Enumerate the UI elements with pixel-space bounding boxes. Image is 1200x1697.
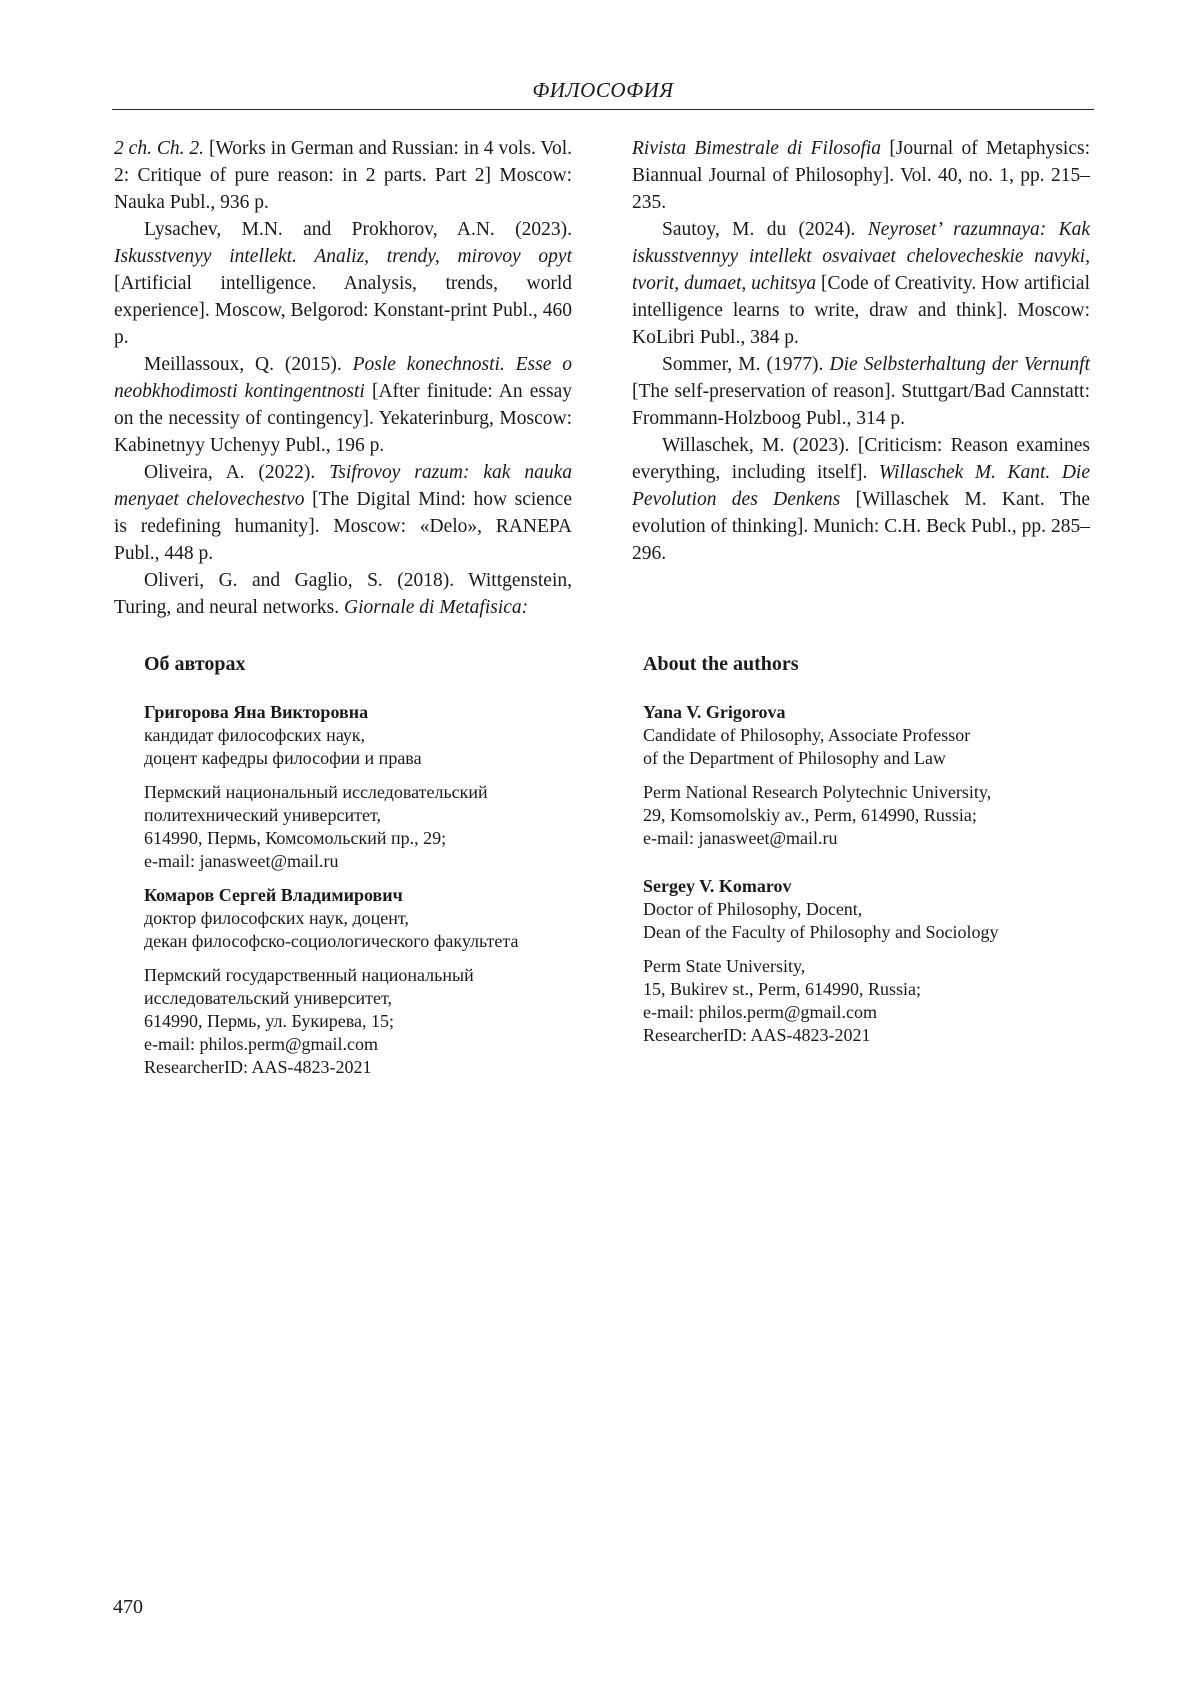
- author-en-komarov-personal: [643, 875, 1103, 944]
- reference-text: Willaschek, M. (2023). [Criticism: Reason examines everything, including itself].: [632, 435, 1090, 483]
- author-position: декан философско-социологического факультета: [144, 931, 519, 951]
- reference-entry: [114, 216, 572, 351]
- reference-title: Posle konechnosti. Esse o neobkhodimosti kontingentnosti: [114, 354, 572, 402]
- reference-entry: [114, 567, 572, 621]
- reference-text: Oliveira, A. (2022).: [144, 462, 330, 483]
- author-ru-komarov-personal: [144, 884, 604, 953]
- author-ru-grigorova-personal: [144, 701, 604, 770]
- author-ru-komarov-affiliation: [144, 964, 604, 1079]
- author-degree: Candidate of Philosophy, Associate Professor: [643, 725, 971, 745]
- author-organization: исследовательский университет,: [144, 988, 392, 1008]
- reference-entry: [114, 459, 572, 567]
- reference-entry: [114, 135, 572, 216]
- reference-text: [After finitude: An essay on the necessity of contingency]. Yekaterinburg, Moscow: Kabinetnyy Uchenyy Publ., 196 p.: [114, 381, 572, 456]
- reference-text: [The Digital Mind: how science is redefining humanity]. Moscow: «Delo», RANEPA Publ., 448 p.: [114, 489, 572, 564]
- reference-text: Sommer, M. (1977).: [662, 354, 830, 375]
- author-email: e-mail: janasweet@mail.ru: [144, 851, 339, 871]
- author-position: доцент кафедры философии и права: [144, 748, 422, 768]
- reference-text: [Code of Creativity. How artificial intelligence learns to write, draw and think]. Moscow: KoLibri Publ., 384 p.: [632, 273, 1090, 348]
- reference-entry: [632, 135, 1090, 216]
- author-organization: Пермский государственный национальный: [144, 965, 474, 985]
- reference-title: Rivista Bimestrale di Filosofia: [632, 138, 882, 159]
- author-organization: политехнический университет,: [144, 805, 382, 825]
- author-position: of the Department of Philosophy and Law: [643, 748, 946, 768]
- reference-entry: [632, 216, 1090, 351]
- author-en-komarov-affiliation: [643, 955, 1103, 1047]
- author-email: e-mail: philos.perm@gmail.com: [643, 1002, 878, 1022]
- author-researcher-id: ResearcherID: AAS-4823-2021: [643, 1025, 871, 1045]
- reference-text: Sautoy, M. du (2024).: [662, 219, 868, 240]
- author-email: e-mail: philos.perm@gmail.com: [144, 1034, 379, 1054]
- author-organization: Perm National Research Polytechnic University,: [643, 782, 992, 802]
- author-ru-grigorova-affiliation: [144, 781, 604, 873]
- reference-entry: [632, 351, 1090, 432]
- author-address: 29, Komsomolskiy av., Perm, 614990, Russia;: [643, 805, 977, 825]
- author-organization: Пермский национальный исследовательский: [144, 782, 488, 802]
- header-rule: [112, 109, 1094, 110]
- references-left-column: [114, 135, 572, 621]
- author-organization: Perm State University,: [643, 956, 806, 976]
- page-number: 470: [113, 1596, 143, 1618]
- author-address: 614990, Пермь, Комсомольский пр., 29;: [144, 828, 447, 848]
- reference-title: Tsifrovoy razum: kak nauka menyaet chelovechestvo: [114, 462, 572, 510]
- author-position: Dean of the Faculty of Philosophy and Sociology: [643, 922, 999, 942]
- author-name: Комаров Сергей Владимирович: [144, 885, 403, 905]
- author-degree: Doctor of Philosophy, Docent,: [643, 899, 863, 919]
- authors-en: [643, 653, 1103, 1058]
- author-researcher-id: ResearcherID: AAS-4823-2021: [144, 1057, 372, 1077]
- reference-title: 2 ch. Ch. 2.: [114, 138, 205, 159]
- author-degree: доктор философских наук, доцент,: [144, 908, 409, 928]
- reference-entry: [632, 432, 1090, 567]
- author-en-grigorova-personal: [643, 701, 1103, 770]
- spacer: [643, 861, 1103, 875]
- reference-text: [Journal of Metaphysics: Biannual Journal of Philosophy]. Vol. 40, no. 1, pp. 215–235.: [632, 138, 1090, 213]
- author-address: 15, Bukirev st., Perm, 614990, Russia;: [643, 979, 921, 999]
- reference-text: [Willaschek M. Kant. The evolution of thinking]. Munich: C.H. Beck Publ., pp. 285–296.: [632, 489, 1090, 564]
- authors-heading-en: About the authors: [643, 653, 799, 675]
- reference-text: [Works in German and Russian: in 4 vols. Vol. 2: Critique of pure reason: in 2 parts. Part 2] Moscow: Nauka Publ., 936 p.: [114, 138, 573, 213]
- reference-title: Giornale di Metafisica:: [344, 597, 529, 618]
- reference-text: [Artificial intelligence. Analysis, trends, world experience]. Moscow, Belgorod: Konstant-print Publ., 460 p.: [114, 273, 572, 348]
- author-address: 614990, Пермь, ул. Букирева, 15;: [144, 1011, 395, 1031]
- author-name: Григорова Яна Викторовна: [144, 702, 369, 722]
- reference-text: Lysachev, M.N. and Prokhorov, A.N. (2023).: [144, 219, 572, 240]
- references-right-column: [632, 135, 1090, 567]
- reference-title: Willaschek M. Kant. Die Pevolution des Denkens: [632, 462, 1090, 510]
- reference-entry: [114, 351, 572, 459]
- author-name: Yana V. Grigorova: [643, 702, 786, 722]
- reference-text: Oliveri, G. and Gaglio, S. (2018). Wittgenstein, Turing, and neural networks.: [114, 570, 572, 618]
- authors-heading-ru: Об авторах: [144, 653, 246, 675]
- author-email: e-mail: janasweet@mail.ru: [643, 828, 838, 848]
- reference-title: Iskusstvenyy intellekt. Analiz, trendy, mirovoy opyt: [114, 246, 572, 267]
- author-name: Sergey V. Komarov: [643, 876, 792, 896]
- authors-ru: [144, 653, 604, 1090]
- author-degree: кандидат философских наук,: [144, 725, 366, 745]
- reference-title: Die Selbsterhaltung der Vernunft: [829, 354, 1090, 375]
- running-header: ФИЛОСОФИЯ: [532, 78, 674, 102]
- reference-title: Neyroset’ razumnaya: Kak iskusstvennyy intellekt osvaivaet chelovecheskie navyki, tvorit, dumaet, uchitsya: [632, 219, 1090, 294]
- author-en-grigorova-affiliation: [643, 781, 1103, 850]
- reference-text: [The self-preservation of reason]. Stuttgart/Bad Cannstatt: Frommann-Holzboog Publ., 314 p.: [632, 381, 1090, 429]
- reference-text: Meillassoux, Q. (2015).: [144, 354, 353, 375]
